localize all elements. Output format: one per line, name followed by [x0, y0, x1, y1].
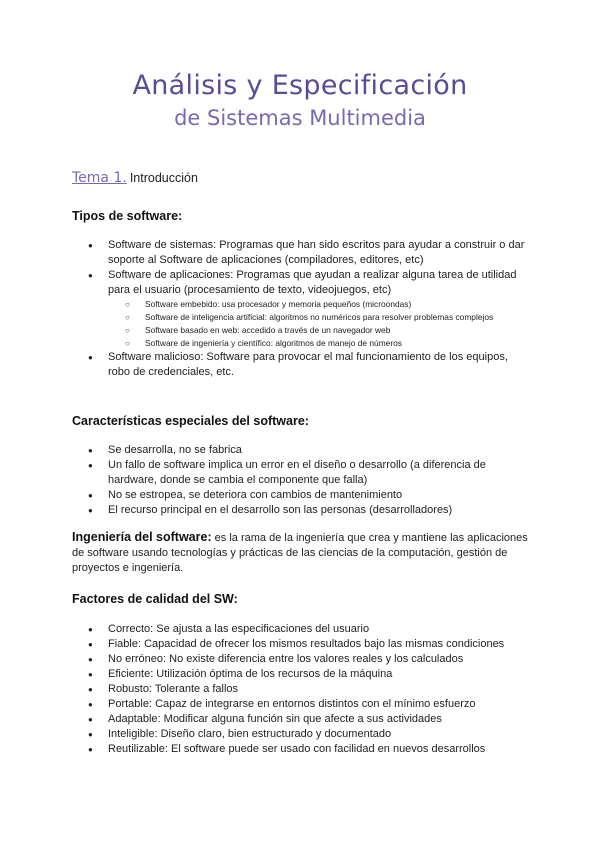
list-item	[108, 268, 528, 350]
topic-label: Tema 1.	[72, 170, 127, 186]
list-item: ● Robusto: Tolerante a fallos	[108, 682, 528, 697]
list-item: ● Correcto: Se ajusta a las especificaciones del usuario	[108, 622, 528, 637]
list-item: ● Inteligible: Diseño claro, bien estructurado y documentado	[108, 727, 528, 742]
list-item: ● No erróneo: No existe diferencia entre los valores reales y los calculados	[108, 652, 528, 667]
list-item: ● Se desarrolla, no se fabrica	[108, 443, 528, 458]
list-item: ● Portable: Capaz de integrarse en entornos distintos con el mínimo esfuerzo	[108, 697, 528, 712]
topic-heading	[72, 170, 198, 186]
list-item: ● Software malicioso: Software para provocar el mal funcionamiento de los equipos, robo de credenciales, etc.	[108, 350, 528, 380]
list-item: ● El recurso principal en el desarrollo son las personas (desarrolladores)	[108, 503, 528, 518]
tipos-sublist	[108, 298, 528, 350]
list-item: ● Fiable: Capacidad de ofrecer los mismos resultados bajo las mismas condiciones	[108, 637, 528, 652]
list-item: ● Un fallo de software implica un error en el diseño o desarrollo (a diferencia de hardware, donde se cambia el componente que falla)	[108, 458, 528, 488]
tipos-list	[108, 238, 528, 380]
factores-list	[108, 622, 528, 757]
sub-list-item: ○ Software de inteligencia artificial: algoritmos no numéricos para resolver problemas complejos	[145, 311, 528, 324]
ingenieria-text: es la rama de la ingeniería que crea y mantiene las aplicaciones de software usando tecnologías y prácticas de las ciencias de la computación, gestión de proyectos e ingeniería.	[72, 532, 528, 574]
document-subtitle: de Sistemas Multimedia	[174, 106, 426, 130]
ingenieria-term: Ingeniería del software:	[72, 530, 212, 544]
list-item: ● Software de sistemas: Programas que han sido escritos para ayudar a construir o dar soporte al Software de aplicaciones (compiladores, editores, etc)	[108, 238, 528, 268]
sub-list-item: ○ Software embebido: usa procesador y memoria pequeños (microondas)	[145, 298, 528, 311]
section-heading-factores: Factores de calidad del SW:	[72, 592, 238, 606]
sub-list-item: ○ Software de ingeniería y científico: algoritmos de manejo de números	[145, 337, 528, 350]
list-item: ● Reutilizable: El software puede ser usado con facilidad en nuevos desarrollos	[108, 742, 528, 757]
ingenieria-paragraph	[72, 530, 532, 576]
topic-text: Introducción	[129, 171, 198, 185]
list-item: ● Eficiente: Utilización óptima de los recursos de la máquina	[108, 667, 528, 682]
list-item-text: Software de aplicaciones: Programas que ayudan a realizar alguna tarea de utilidad para el usuario (procesamiento de texto, videojuegos, etc)	[108, 269, 517, 296]
document-title: Análisis y Especificación	[132, 70, 468, 101]
caracteristicas-list	[108, 443, 528, 518]
list-item: ● No se estropea, se deteriora con cambios de mantenimiento	[108, 488, 528, 503]
list-item: ● Adaptable: Modificar alguna función sin que afecte a sus actividades	[108, 712, 528, 727]
section-heading-caracteristicas: Características especiales del software:	[72, 414, 309, 428]
sub-list-item: ○ Software basado en web: accedido a través de un navegador web	[145, 324, 528, 337]
section-heading-tipos: Tipos de software:	[72, 209, 183, 223]
